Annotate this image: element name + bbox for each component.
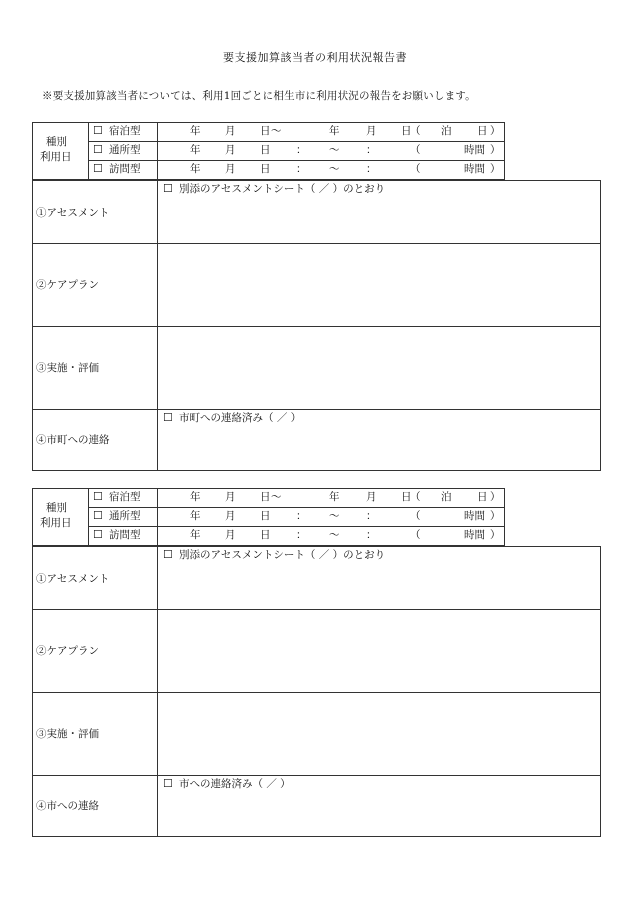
nights-label: 泊 bbox=[441, 125, 452, 137]
day-label: 日 bbox=[260, 491, 271, 503]
type-label: 宿泊型 bbox=[109, 491, 141, 503]
type-label: 通所型 bbox=[109, 510, 141, 522]
usage-label-type: 種別 bbox=[46, 502, 67, 514]
paren-open: （ bbox=[410, 163, 421, 175]
careplan-label: ②ケアプラン bbox=[36, 645, 99, 657]
month-label: 月 bbox=[225, 510, 236, 522]
report-form-2 bbox=[0, 488, 630, 843]
checkbox-icon[interactable]: ☐ bbox=[93, 490, 103, 503]
assessment-field[interactable] bbox=[158, 564, 600, 608]
contact-field[interactable] bbox=[158, 793, 600, 836]
year-label: 年 bbox=[190, 529, 201, 541]
month-label: 月 bbox=[225, 144, 236, 156]
colon-label: ： bbox=[366, 510, 377, 522]
checkbox-icon[interactable]: ☐ bbox=[163, 548, 173, 561]
tilde-label: ～ bbox=[329, 163, 340, 175]
colon-label: ： bbox=[366, 529, 377, 541]
paren-open: （ bbox=[410, 491, 421, 503]
nights-label: 泊 bbox=[441, 491, 452, 503]
contact-option: 市町への連絡済み（ ／ ） bbox=[179, 412, 302, 424]
paren-open: （ bbox=[410, 510, 421, 522]
year-label: 年 bbox=[190, 163, 201, 175]
colon-label: ： bbox=[296, 510, 307, 522]
type-label: 訪問型 bbox=[109, 529, 141, 541]
day-label: 日 bbox=[260, 163, 271, 175]
checkbox-icon[interactable]: ☐ bbox=[163, 411, 173, 424]
hours-label: 時間 bbox=[464, 163, 485, 175]
month-label: 月 bbox=[366, 491, 377, 503]
month-label: 月 bbox=[225, 491, 236, 503]
paren-close: ） bbox=[490, 125, 501, 137]
assessment-field[interactable] bbox=[158, 198, 600, 242]
year-label: 年 bbox=[190, 144, 201, 156]
day-label: 日 bbox=[260, 510, 271, 522]
checkbox-icon[interactable]: ☐ bbox=[93, 124, 103, 137]
assessment-option: 別添のアセスメントシート（ ／ ）のとおり bbox=[179, 549, 386, 561]
tilde-label: ～ bbox=[271, 125, 282, 137]
usage-label-date: 利用日 bbox=[40, 517, 72, 529]
paren-open: （ bbox=[410, 529, 421, 541]
paren-close: ） bbox=[490, 529, 501, 541]
type-label: 訪問型 bbox=[109, 163, 141, 175]
evaluation-field[interactable] bbox=[158, 693, 600, 774]
year-label: 年 bbox=[329, 125, 340, 137]
contact-label: ④市への連絡 bbox=[36, 800, 99, 812]
document-title: 要支援加算該当者の利用状況報告書 bbox=[223, 51, 407, 64]
colon-label: ： bbox=[366, 144, 377, 156]
report-form-1 bbox=[0, 122, 630, 477]
tilde-label: ～ bbox=[271, 491, 282, 503]
colon-label: ： bbox=[296, 529, 307, 541]
year-label: 年 bbox=[190, 125, 201, 137]
month-label: 月 bbox=[225, 163, 236, 175]
month-label: 月 bbox=[225, 529, 236, 541]
colon-label: ： bbox=[296, 163, 307, 175]
hours-label: 時間 bbox=[464, 529, 485, 541]
day-label: 日 bbox=[401, 491, 412, 503]
day-label: 日 bbox=[477, 491, 488, 503]
paren-close: ） bbox=[490, 510, 501, 522]
paren-close: ） bbox=[490, 144, 501, 156]
day-label: 日 bbox=[260, 144, 271, 156]
month-label: 月 bbox=[225, 125, 236, 137]
year-label: 年 bbox=[190, 510, 201, 522]
day-label: 日 bbox=[260, 529, 271, 541]
day-label: 日 bbox=[477, 125, 488, 137]
checkbox-icon[interactable]: ☐ bbox=[93, 509, 103, 522]
usage-label-type: 種別 bbox=[46, 136, 67, 148]
usage-label-date: 利用日 bbox=[40, 151, 72, 163]
colon-label: ： bbox=[296, 144, 307, 156]
year-label: 年 bbox=[190, 491, 201, 503]
tilde-label: ～ bbox=[329, 144, 340, 156]
hours-label: 時間 bbox=[464, 510, 485, 522]
day-label: 日 bbox=[260, 125, 271, 137]
careplan-field[interactable] bbox=[158, 244, 600, 325]
careplan-field[interactable] bbox=[158, 610, 600, 691]
paren-close: ） bbox=[490, 163, 501, 175]
assessment-label: ①アセスメント bbox=[36, 207, 110, 219]
instruction-note: ※要支援加算該当者については、利用1回ごとに相生市に利用状況の報告をお願いします。 bbox=[42, 90, 476, 102]
evaluation-field[interactable] bbox=[158, 327, 600, 408]
checkbox-icon[interactable]: ☐ bbox=[163, 777, 173, 790]
evaluation-label: ③実施・評価 bbox=[36, 362, 99, 374]
year-label: 年 bbox=[329, 491, 340, 503]
paren-open: （ bbox=[410, 125, 421, 137]
contact-option: 市への連絡済み（ ／ ） bbox=[179, 778, 291, 790]
tilde-label: ～ bbox=[329, 529, 340, 541]
evaluation-label: ③実施・評価 bbox=[36, 728, 99, 740]
day-label: 日 bbox=[401, 125, 412, 137]
contact-label: ④市町への連絡 bbox=[36, 434, 110, 446]
careplan-label: ②ケアプラン bbox=[36, 279, 99, 291]
colon-label: ： bbox=[366, 163, 377, 175]
assessment-option: 別添のアセスメントシート（ ／ ）のとおり bbox=[179, 183, 386, 195]
checkbox-icon[interactable]: ☐ bbox=[93, 162, 103, 175]
type-label: 宿泊型 bbox=[109, 125, 141, 137]
contact-field[interactable] bbox=[158, 427, 600, 470]
checkbox-icon[interactable]: ☐ bbox=[163, 182, 173, 195]
type-label: 通所型 bbox=[109, 144, 141, 156]
assessment-label: ①アセスメント bbox=[36, 573, 110, 585]
hours-label: 時間 bbox=[464, 144, 485, 156]
paren-open: （ bbox=[410, 144, 421, 156]
tilde-label: ～ bbox=[329, 510, 340, 522]
checkbox-icon[interactable]: ☐ bbox=[93, 143, 103, 156]
paren-close: ） bbox=[490, 491, 501, 503]
checkbox-icon[interactable]: ☐ bbox=[93, 528, 103, 541]
month-label: 月 bbox=[366, 125, 377, 137]
